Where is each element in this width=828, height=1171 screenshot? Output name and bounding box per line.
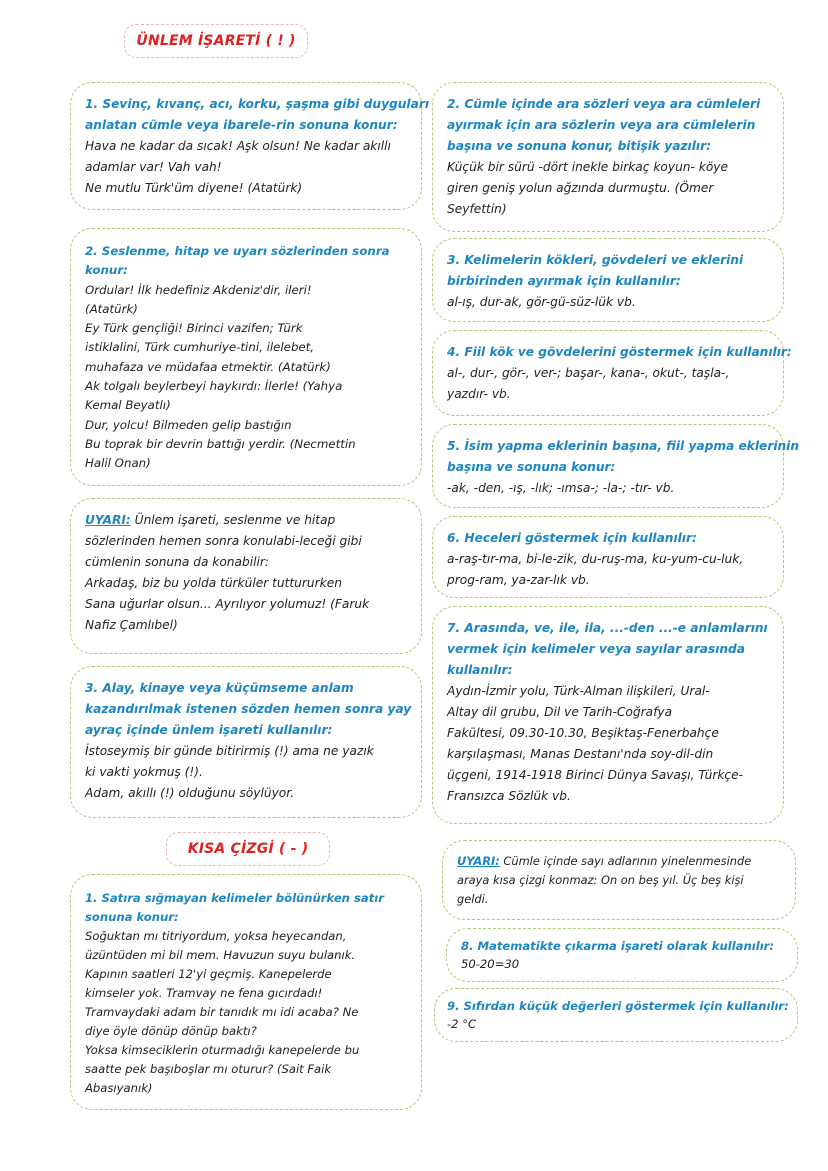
example-line: Ne mutlu Türk'üm diyene! (Atatürk) [85,181,303,195]
example-line: Kemal Beyatlı) [85,398,171,413]
warning-first-line: UYARI: Ünlem işareti, seslenme ve hitap [85,513,336,527]
example-line: Arkadaş, biz bu yolda türküler tuttururken [85,576,342,590]
example-line: Küçük bir sürü -dört inekle birkaç koyun- köye [447,160,729,174]
example-line: üzüntüden mi bil mem. Havuzun suyu bulanık. [85,948,356,962]
example-line: karşılaşması, Manas Destanı'nda soy-dil-din [447,747,714,761]
example-line: İstoseymiş bir günde bitirirmiş (!) ama ne yazık [85,744,374,758]
example-line: al-ış, dur-ak, gör-gü-süz-lük vb. [447,295,636,309]
rule-box-hyphen-4 [432,330,792,416]
example-line: diye öyle dönüp dönüp baktı? [85,1024,257,1038]
rule-box-hyphen-5 [432,424,800,508]
example-line: Nafiz Çamlıbel) [85,618,178,632]
example-line: cümlenin sonuna da konabilir: [85,555,270,569]
example-line: Abasıyanık) [85,1081,153,1095]
example-line: üçgeni, 1914-1918 Birinci Dünya Savaşı, Türkçe- [447,768,744,782]
rule-box-exclamation-3 [70,666,422,818]
example-line: -2 °C [447,1017,477,1031]
warning-first-line: UYARI: Cümle içinde sayı adlarının yinelenmesinde [457,854,752,868]
rule-heading: 8. Matematikte çıkarma işareti olarak kullanılır: [461,939,775,953]
example-line: Halil Onan) [85,456,151,471]
example-line: Kapının saatleri 12'yi geçmiş. Kanepelerde [85,967,332,981]
example-line: yazdır- vb. [447,387,511,401]
example-line: 50-20=30 [461,957,520,971]
example-line: prog-ram, ya-zar-lık vb. [447,573,590,587]
warning-box-hyphen [442,840,796,920]
example-line: Ordular! İlk hedefiniz Akdeniz'dir, ileri! [85,282,312,297]
example-line: Adam, akıllı (!) olduğunu söylüyor. [85,786,295,800]
title-exclamation-mark: ÜNLEM İŞARETİ ( ! ) [124,24,308,58]
example-line: Fransızca Sözlük vb. [447,789,571,803]
warning-label: UYARI: [457,854,500,868]
rule-heading: 2. Cümle içinde ara sözleri veya ara cümleleri ayırmak için ara sözlerin veya ara cümlelerin başına ve sonuna konur, bitişik yazılır: [447,97,761,153]
rule-box-hyphen-3 [432,238,784,322]
rule-heading: 2. Seslenme, hitap ve uyarı sözlerinden sonra konur: [85,244,390,278]
rule-box-exclamation-1 [70,82,430,210]
rule-box-hyphen-6 [432,516,784,598]
example-line: (Atatürk) [85,301,138,316]
rule-heading: 5. İsim yapma eklerinin başına, fiil yapma eklerinin başına ve sonuna konur: [447,439,800,474]
example-line: Ak tolgalı beylerbeyi haykırdı: İlerle! (Yahya [85,379,343,394]
example-line: Yoksa kimseciklerin oturmadığı kanepelerde bu [85,1043,360,1057]
rule-heading: 1. Sevinç, kıvanç, acı, korku, şaşma gibi duyguları anlatan cümle veya ibarele-rin sonuna konur: [85,97,430,132]
rule-box-exclamation-2 [70,228,422,486]
example-line: saatte pek başıboşlar mı oturur? (Sait Faik [85,1062,332,1076]
rule-heading: 6. Heceleri göstermek için kullanılır: [447,531,697,545]
example-line: Soğuktan mı titriyordum, yoksa heyecandan, [85,929,347,943]
example-line: muhafaza ve müdafaa etmektir. (Atatürk) [85,359,331,374]
rule-box-hyphen-1 [70,874,422,1110]
example-line: geldi. [457,892,489,906]
rule-box-hyphen-2 [432,82,784,232]
example-line: Dur, yolcu! Bilmeden gelip bastığın [85,417,292,432]
example-line: sözlerinden hemen sonra konulabi-leceği gibi [85,534,362,548]
example-line: Altay dil grubu, Dil ve Tarih-Coğrafya [447,705,673,719]
warning-label: UYARI: [85,513,131,527]
example-line: Bu toprak bir devrin battığı yerdir. (Necmettin [85,436,356,451]
example-line: -ak, -den, -ış, -lık; -ımsa-; -la-; -tır- vb. [447,481,675,495]
rule-heading: 9. Sıfırdan küçük değerleri göstermek için kullanılır: [447,999,789,1013]
example-line: istiklalini, Türk cumhuriye-tini, ilelebet, [85,340,315,355]
example-line: Fakültesi, 09.30-10.30, Beşiktaş-Fenerbahçe [447,726,719,740]
rule-heading: 3. Alay, kinaye veya küçümseme anlam kazandırılmak istenen sözden hemen sonra yay ayraç içinde ünlem işareti kullanılır: [85,681,412,737]
rule-box-hyphen-7 [432,606,784,824]
example-line: Hava ne kadar da sıcak! Aşk olsun! Ne kadar akıllı [85,139,391,153]
example-line: Sana uğurlar olsun... Ayrılıyor yolumuz! (Faruk [85,597,370,611]
example-line: kimseler yok. Tramvay ne fena gıcırdadı! [85,986,323,1000]
example-line: Tramvaydaki adam bir tanıdık mı idi acaba? Ne [85,1005,359,1019]
rule-box-hyphen-9 [434,988,798,1042]
warning-box-exclamation [70,498,422,654]
rule-heading: 3. Kelimelerin kökleri, gövdeleri ve eklerini birbirinden ayırmak için kullanılır: [447,253,744,288]
example-line: giren geniş yolun ağzında durmuştu. (Ömer [447,181,714,195]
example-line: ki vakti yokmuş (!). [85,765,203,779]
example-line: al-, dur-, gör-, ver-; başar-, kana-, okut-, taşla-, [447,366,730,380]
example-line: a-raş-tır-ma, bi-le-zik, du-ruş-ma, ku-yum-cu-luk, [447,552,744,566]
rule-heading: 4. Fiil kök ve gövdelerini göstermek için kullanılır: [447,345,792,359]
example-line: Aydın-İzmir yolu, Türk-Alman ilişkileri, Ural- [447,684,710,698]
rule-heading: 7. Arasında, ve, ile, ila, ...-den ...-e anlamlarını vermek için kelimeler veya sayılar arasında kullanılır: [447,621,768,677]
example-line: Seyfettin) [447,202,507,216]
rule-heading: 1. Satıra sığmayan kelimeler bölünürken satır sonuna konur: [85,891,384,924]
rule-box-hyphen-8 [446,928,798,982]
title-hyphen: KISA ÇİZGİ ( - ) [166,832,330,866]
example-line: adamlar var! Vah vah! [85,160,222,174]
example-line: araya kısa çizgi konmaz: On on beş yıl. Üç beş kişi [457,873,744,887]
example-line: Ey Türk gençliği! Birinci vazifen; Türk [85,321,303,336]
